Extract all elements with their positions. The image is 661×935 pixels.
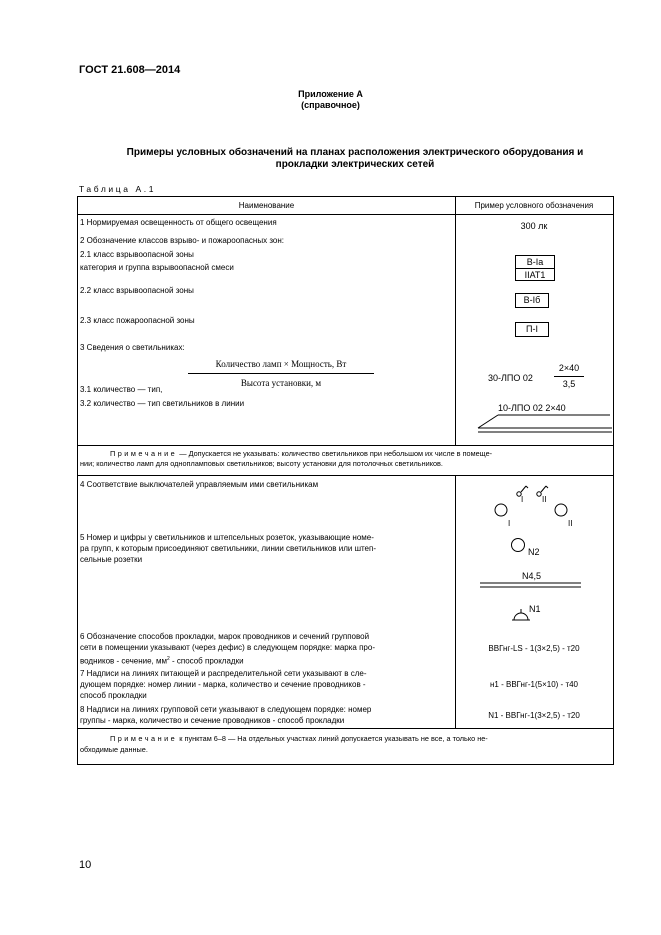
luminaire-fraction-top: 2×40 (558, 363, 580, 373)
row-5-line-1: 5 Номер и цифры у светильников и штепсельных розеток, указывающие номе- (80, 533, 374, 542)
row-8-line-2: группы - марка, количество и сечение проводников - способ прокладки (80, 716, 345, 725)
note-2-label: Примечание (110, 734, 178, 743)
heading-line-1: Примеры условных обозначений на планах расположения электрического оборудования и (126, 147, 584, 158)
switch-label-2: II (542, 495, 547, 504)
row-3-2-text: 3.2 количество — тип светильников в линии (80, 399, 245, 408)
heading-line-2: прокладки электрических сетей (275, 159, 435, 170)
note-1-label: Примечание (110, 449, 178, 458)
row-7-example: н1 - ВВГнг-1(5×10) - т40 (490, 680, 578, 689)
row-2-1-subtext: категория и группа взрывоопасной смеси (80, 263, 234, 272)
lamp-label-2: II (568, 519, 573, 528)
row-2-3-text: 2.3 класс пожароопасной зоны (80, 316, 195, 325)
row-8-line-1: 8 Надписи на линиях групповой сети указывают в следующем порядке: номер (80, 705, 372, 714)
note-2 (80, 734, 488, 744)
table-a1 (77, 196, 614, 765)
appendix-label: Приложение А (298, 89, 363, 99)
row-5-line-3: сельные розетки (80, 555, 143, 564)
zone-class-box-1-bottom: IIАТ1 (524, 270, 546, 280)
formula-denominator: Высота установки, м (240, 378, 322, 388)
formula-numerator: Количество ламп × Мощность, Вт (215, 359, 347, 369)
group-line-symbol (478, 581, 583, 593)
section-heading (60, 147, 650, 171)
zone-class-box-1 (515, 255, 555, 281)
switch-label-1: I (521, 495, 524, 504)
lamp-label-1: I (508, 519, 511, 528)
line-group-label: N4,5 (522, 571, 542, 581)
row-5-line-2: ра групп, к которым присоединяют светильники, линии светильников или штеп- (80, 544, 377, 553)
row-1-text: 1 Нормируемая освещенность от общего освещения (80, 218, 277, 227)
appendix-title (0, 89, 661, 111)
note-1-line-2: нии; количество ламп для однопламповых светильников; высоту установки для потолочных светильников. (80, 459, 443, 468)
standard-number: ГОСТ 21.608—2014 (79, 64, 181, 76)
row-3-title: 3 Сведения о светильниках: (80, 343, 185, 352)
socket-group-label: N1 (529, 604, 541, 614)
column-header-name: Наименование (238, 201, 295, 210)
line-luminaire-symbol (458, 413, 613, 437)
zone-class-box-1-top: В-Iа (516, 256, 554, 269)
note-2-line-2: обходимые данные. (80, 745, 148, 754)
zone-class-box-3: П-I (515, 322, 549, 337)
line-luminaire-label: 10-ЛПО 02 2×40 (498, 403, 566, 413)
row-7-line-1: 7 Надписи на линиях питающей и распределительной сети указывают в сле- (80, 669, 367, 678)
luminaire-code: 30-ЛПО 02 (488, 373, 533, 383)
row-6-sup: 2 (166, 656, 170, 662)
row-6-example: ВВГнг-LS - 1(3×2,5) - т20 (488, 644, 580, 653)
row-6-line-2: сети в помещении указывают (через дефис) в следующем порядке: марка про- (80, 643, 375, 652)
row-8-example: N1 - ВВГнг-1(3×2,5) - т20 (488, 711, 580, 720)
note-1-line-1: — Допускается не указывать: количество светильников при небольшом их числе в помеще- (177, 449, 493, 458)
appendix-type: (справочное) (301, 100, 360, 110)
row-2-title: 2 Обозначение классов взрыво- и пожароопасных зон: (80, 236, 284, 245)
row-6-line-3-start: водников - сечение, мм (80, 656, 167, 666)
row-6-line-3 (80, 654, 244, 667)
note-1 (80, 449, 610, 459)
row-7-line-2: дующем порядке: номер линии - марка, количество и сечение проводников - (80, 680, 366, 689)
lamp-group-label: N2 (528, 547, 540, 557)
page-number: 10 (79, 859, 92, 871)
luminaire-fraction-bottom: 3,5 (562, 379, 576, 389)
note-2-line-1: к пунктам 6–8 — На отдельных участках линий допускается указывать не все, а только не- (177, 734, 488, 743)
row-1-example: 300 лк (520, 221, 548, 231)
zone-class-box-2: В-Iб (515, 293, 549, 308)
row-3-1-text: 3.1 количество — тип, (80, 385, 163, 394)
numbered-lamp-symbol (508, 535, 528, 555)
table-caption: Таблица А.1 (79, 184, 157, 194)
row-4-text: 4 Соответствие выключателей управляемым ими светильникам (80, 480, 319, 489)
column-header-example: Пример условного обозначения (474, 201, 594, 210)
row-7-line-3: способ прокладки (80, 691, 147, 700)
row-6-line-3-end: - способ прокладки (169, 656, 244, 666)
row-2-2-text: 2.2 класс взрывоопасной зоны (80, 286, 194, 295)
row-6-line-1: 6 Обозначение способов прокладки, марок проводников и сечений групповой (80, 632, 370, 641)
row-2-1-text: 2.1 класс взрывоопасной зоны (80, 250, 194, 259)
